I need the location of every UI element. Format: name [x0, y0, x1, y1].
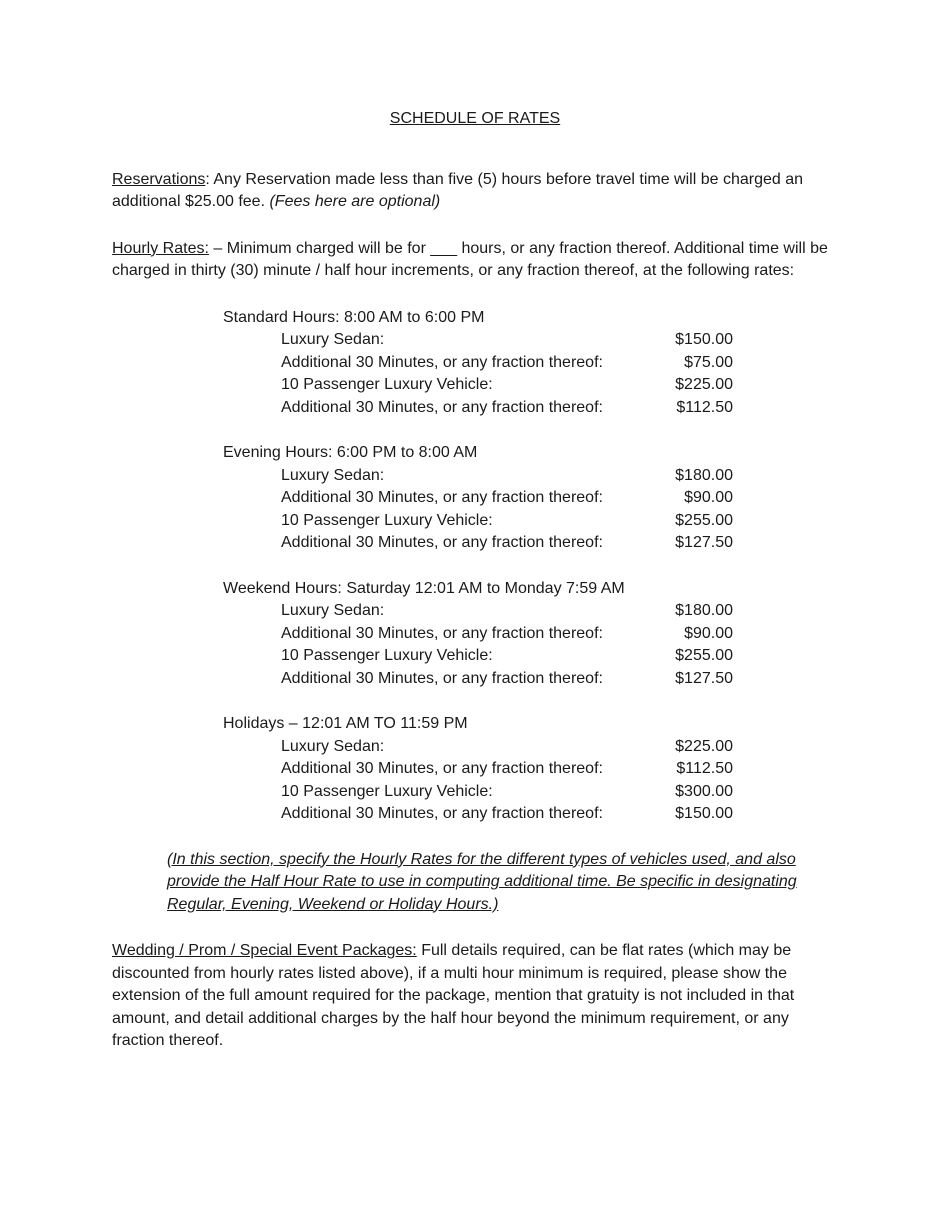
rate-label: Luxury Sedan: — [281, 466, 385, 484]
rate-price: $225.00 — [675, 737, 733, 755]
wedding-packages-paragraph — [112, 940, 838, 1053]
rate-label: 10 Passenger Luxury Vehicle: — [281, 782, 493, 800]
hourly-rates-text: – Minimum charged will be for ___ hours, or any fraction thereof. Additional time will be charged in thirty (30) minute / half hour increments, or any fraction thereof, at the following rates: — [112, 239, 828, 279]
page-title — [112, 108, 838, 131]
hourly-rates-paragraph — [112, 238, 838, 283]
rate-price: $300.00 — [675, 782, 733, 800]
rate-price: $112.50 — [676, 760, 733, 777]
rate-label: Additional 30 Minutes, or any fraction thereof: — [281, 760, 603, 777]
reservations-paragraph — [112, 169, 838, 214]
rate-price: $90.00 — [684, 624, 733, 642]
rate-price: $90.00 — [684, 489, 733, 506]
rate-row — [281, 803, 733, 826]
rate-row — [281, 487, 733, 510]
rates-block — [112, 307, 838, 826]
rate-label: Additional 30 Minutes, or any fraction thereof: — [281, 398, 603, 416]
rate-label: Additional 30 Minutes, or any fraction thereof: — [281, 534, 603, 551]
rate-row — [281, 532, 733, 555]
rate-price: $150.00 — [675, 331, 733, 348]
wedding-packages-text: Full details required, can be flat rates (which may be discounted from hourly rates listed above), if a multi hour minimum is required, please show the extension of the full amount required for the package, mention that gratuity is not included in that amount, and detail additional charges by the half hour beyond the minimum requirement, or any fraction thereof. — [112, 942, 795, 1049]
rate-row — [281, 510, 733, 533]
rate-price: $127.50 — [675, 534, 733, 551]
rate-label: Additional 30 Minutes, or any fraction thereof: — [281, 624, 603, 642]
rate-section-holidays — [112, 713, 838, 826]
rate-price: $127.50 — [675, 669, 733, 687]
rate-price: $225.00 — [675, 376, 733, 393]
rate-row — [281, 668, 733, 691]
rate-row — [281, 758, 733, 781]
rate-section-weekend — [112, 578, 838, 691]
page-title-text: SCHEDULE OF RATES — [389, 110, 561, 127]
rate-row — [281, 397, 733, 420]
rate-row — [281, 329, 733, 352]
rate-section-heading: Weekend Hours: Saturday 12:01 AM to Monday 7:59 AM — [223, 579, 625, 597]
hourly-rates-label: Hourly Rates: — [112, 239, 209, 257]
rate-row — [281, 645, 733, 668]
rate-row — [281, 600, 733, 623]
rate-label: Luxury Sedan: — [281, 737, 385, 755]
rate-label: 10 Passenger Luxury Vehicle: — [281, 647, 493, 664]
rate-label: Additional 30 Minutes, or any fraction thereof: — [281, 353, 603, 371]
wedding-packages-label: Wedding / Prom / Special Event Packages: — [112, 942, 417, 959]
rate-section-heading: Evening Hours: 6:00 PM to 8:00 AM — [223, 444, 478, 461]
rate-row — [281, 352, 733, 375]
rate-row — [281, 374, 733, 397]
rate-section-standard — [112, 307, 838, 420]
rate-label: Additional 30 Minutes, or any fraction thereof: — [281, 669, 603, 687]
rate-label: 10 Passenger Luxury Vehicle: — [281, 376, 493, 393]
rate-price: $150.00 — [675, 805, 733, 822]
rate-label: 10 Passenger Luxury Vehicle: — [281, 511, 493, 529]
rate-price: $180.00 — [675, 466, 733, 484]
rate-label: Additional 30 Minutes, or any fraction thereof: — [281, 805, 603, 822]
rate-section-heading: Holidays – 12:01 AM TO 11:59 PM — [223, 715, 468, 732]
reservations-note: (Fees here are optional) — [269, 193, 441, 210]
rate-row — [281, 465, 733, 488]
rate-section-heading: Standard Hours: 8:00 AM to 6:00 PM — [223, 308, 485, 326]
rate-label: Additional 30 Minutes, or any fraction thereof: — [281, 489, 603, 506]
rate-section-evening — [112, 442, 838, 555]
reservations-text: : Any Reservation made less than five (5) hours before travel time will be charged an additional $25.00 fee. — [112, 170, 804, 210]
rate-price: $75.00 — [684, 353, 733, 371]
rate-label: Luxury Sedan: — [281, 331, 385, 348]
rate-row — [281, 781, 733, 804]
rate-price: $112.50 — [676, 398, 733, 416]
rate-price: $255.00 — [675, 647, 733, 664]
rate-row — [281, 736, 733, 759]
hourly-rates-instruction-note: (In this section, specify the Hourly Rates for the different types of vehicles used, and also provide the Half Hour Rate to use in computing additional time. Be specific in designating Regular, Evening, Weekend or Holiday Hours.) — [167, 850, 797, 913]
rate-label: Luxury Sedan: — [281, 602, 385, 619]
rate-price: $180.00 — [675, 602, 733, 619]
rate-row — [281, 623, 733, 646]
reservations-label: Reservations — [112, 170, 206, 188]
rate-price: $255.00 — [675, 511, 733, 529]
